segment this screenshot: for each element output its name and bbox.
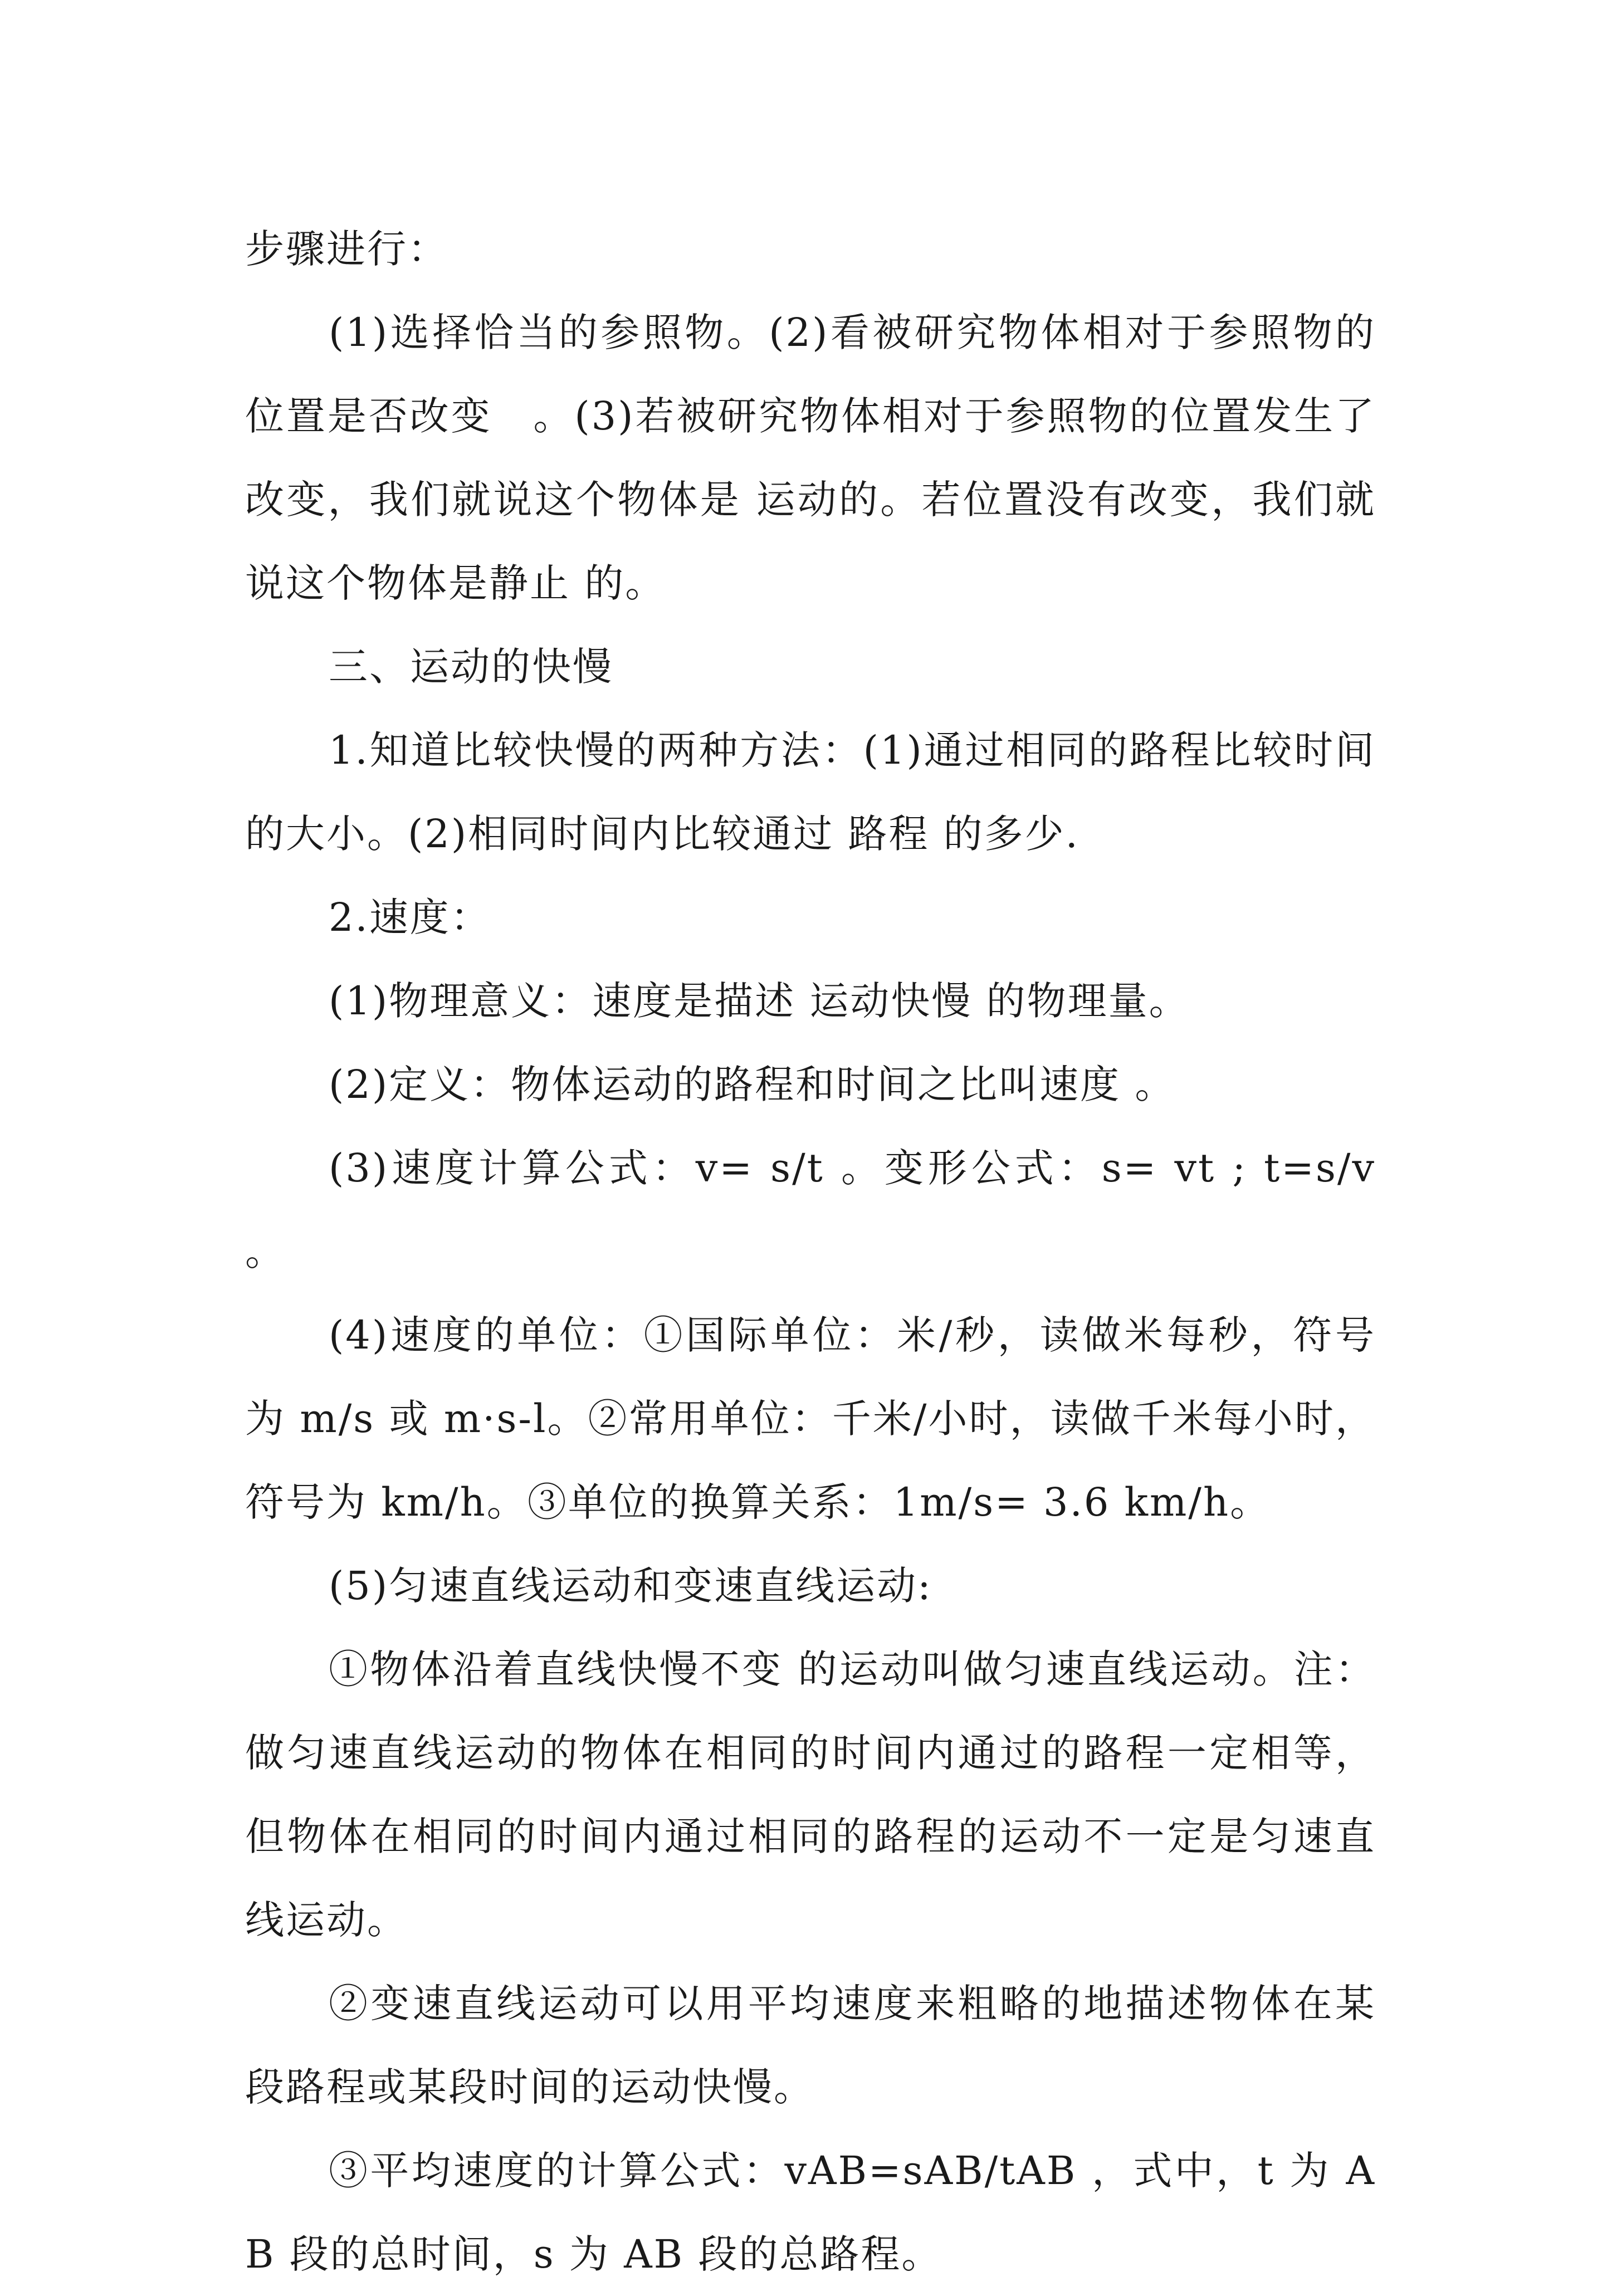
paragraph-uniform-motion: ①物体沿着直线快慢不变 的运动叫做匀速直线运动。注：做匀速直线运动的物体在相同的时间内通过的路程一定相等，但物体在相同的时间内通过相同的路程的运动不一定是匀速直线运动。 <box>245 1647 1376 1943</box>
paragraph-steps-intro: 步骤进行： <box>245 226 448 272</box>
paragraph-formula: (3)速度计算公式：v= s/t 。变形公式：s= vt ; t=s/v 。 <box>245 1145 1376 1274</box>
section-heading-speed: 三、运动的快慢 <box>329 644 613 690</box>
paragraph-units: (4)速度的单位：①国际单位：米/秒，读做米每秒，符号为 m/s 或 m·s-l。②常用单位：千米/小时，读做千米每小时，符号为 km/h。③单位的换算关系：1m/s= 3.6 km/h。 <box>245 1312 1376 1525</box>
paragraph-speed-heading: 2.速度： <box>329 895 491 940</box>
document-body <box>245 207 1376 2296</box>
paragraph-variable-motion: ②变速直线运动可以用平均速度来粗略的地描述物体在某段路程或某段时间的运动快慢。 <box>245 1981 1376 2110</box>
paragraph-physical-meaning: (1)物理意义：速度是描述 运动快慢 的物理量。 <box>329 978 1190 1024</box>
paragraph-motion-types: (5)匀速直线运动和变速直线运动: <box>329 1563 932 1609</box>
paragraph-reference-steps: (1)选择恰当的参照物。(2)看被研究物体相对于参照物的位置是否改变 。(3)若被研究物体相对于参照物的位置发生了改变，我们就说这个物体是 运动的。若位置没有改变，我们就说这个物体是静止 的。 <box>245 310 1376 606</box>
paragraph-compare-methods: 1.知道比较快慢的两种方法：(1)通过相同的路程比较时间的大小。(2)相同时间内比较通过 路程 的多少. <box>245 727 1376 857</box>
paragraph-average-speed: ③平均速度的计算公式：vAB=sAB/tAB ，式中，t 为 AB 段的总时间，s 为 AB 段的总路程。 <box>245 2148 1376 2277</box>
paragraph-definition: (2)定义：物体运动的路程和时间之比叫速度 。 <box>329 1062 1176 1107</box>
